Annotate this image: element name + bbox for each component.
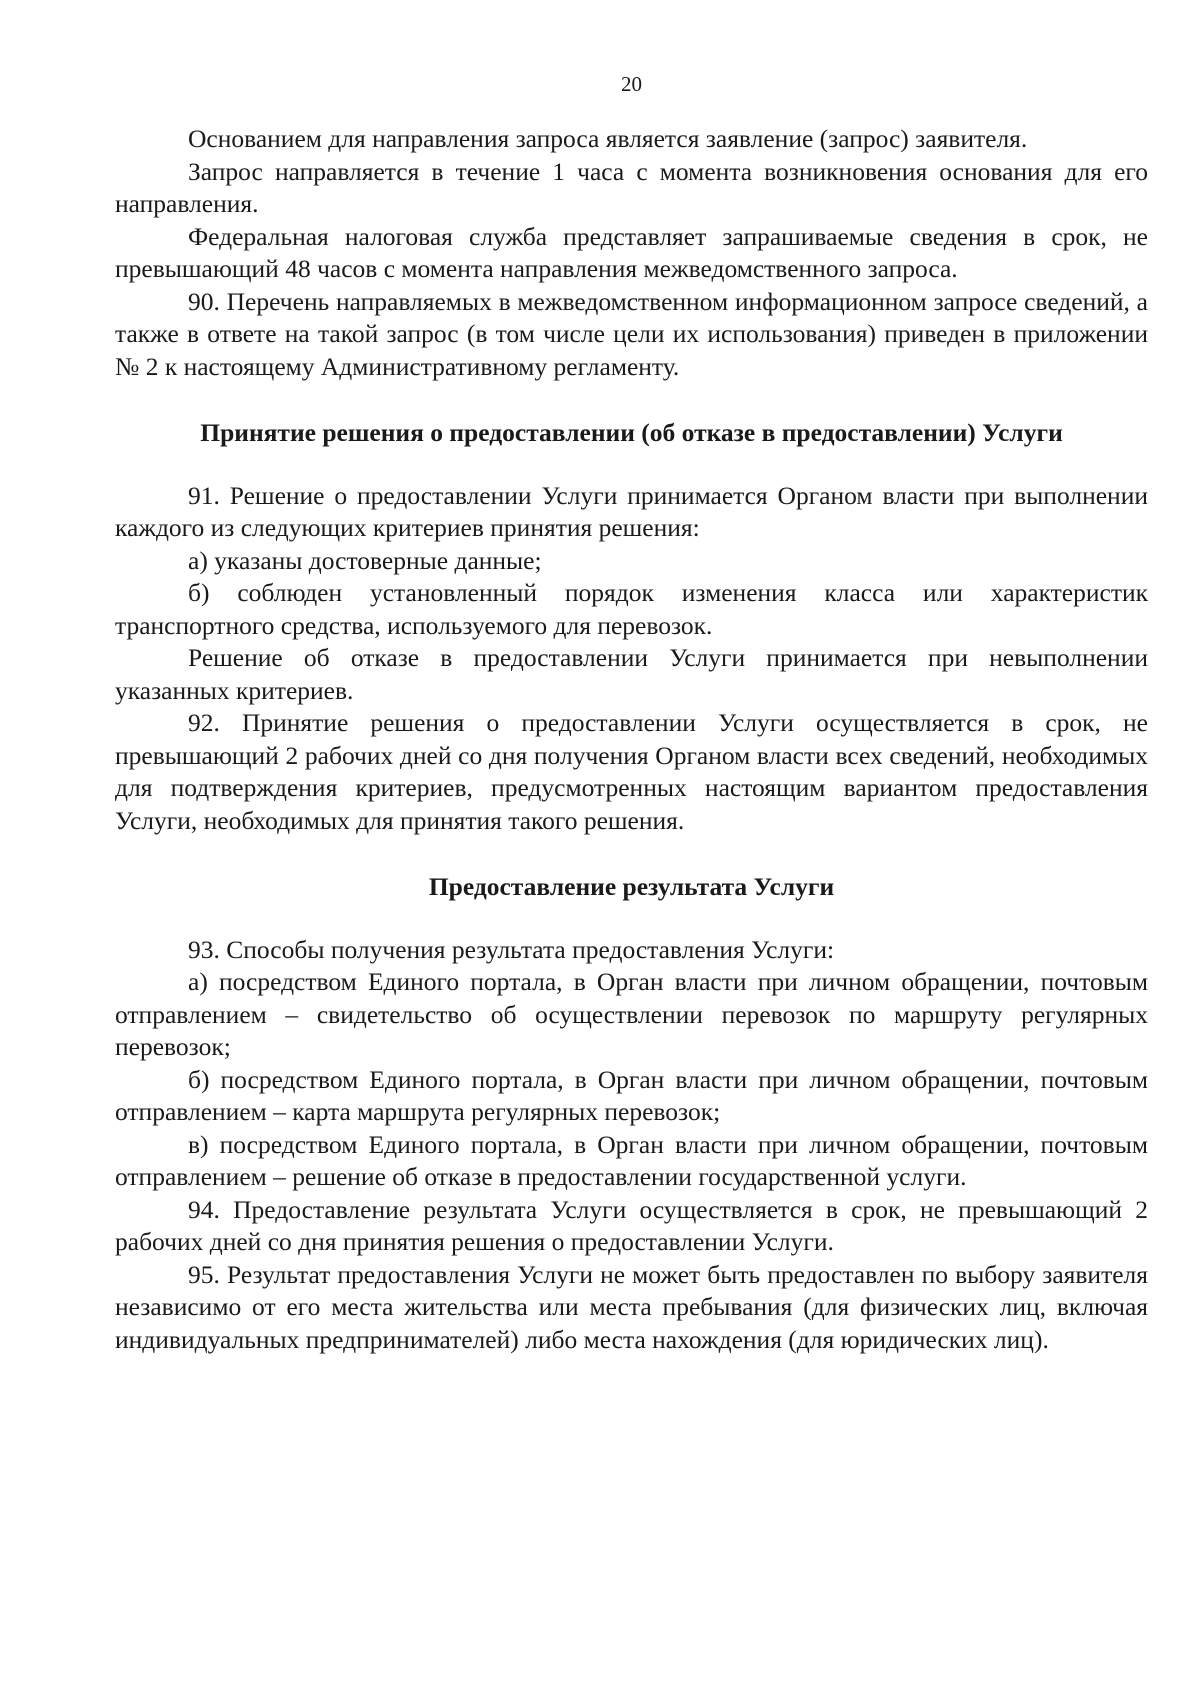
paragraph-93-b: б) посредством Единого портала, в Орган власти при личном обращении, почтовым отправлением – карта маршрута регулярных перевозок; <box>115 1064 1148 1126</box>
paragraph-refusal: Решение об отказе в предоставлении Услуги принимается при невыполнении указанных критериев. <box>115 643 1148 705</box>
section-heading-result: Предоставление результата Услуги <box>428 872 835 901</box>
paragraph-tax-service: Федеральная налоговая служба представляет запрашиваемые сведения в срок, не превышающий 48 часов с момента направления межведомственного запроса. <box>115 221 1148 283</box>
paragraph-95: 95. Результат предоставления Услуги не может быть предоставлен по выбору заявителя независимо от его места жительства или места пребывания (для физических лиц, включая индивидуальных предпринимателей) либо места нахождения (для юридических лиц). <box>115 1259 1148 1354</box>
paragraph-request-timing: Запрос направляется в течение 1 часа с момента возникновения основания для его направления. <box>115 156 1148 218</box>
paragraph-93-c: в) посредством Единого портала, в Орган власти при личном обращении, почтовым отправлением – решение об отказе в предоставлении государственной услуги. <box>115 1129 1148 1191</box>
paragraph-91-a: а) указаны достоверные данные; <box>188 545 542 575</box>
document-body <box>115 123 1148 1356</box>
page-number: 20 <box>621 72 642 96</box>
paragraph-93-a: а) посредством Единого портала, в Орган власти при личном обращении, почтовым отправлением – свидетельство об осуществлении перевозок по маршруту регулярных перевозок; <box>115 967 1148 1061</box>
paragraph-93: 93. Способы получения результата предоставления Услуги: <box>188 934 835 964</box>
paragraph-90: 90. Перечень направляемых в межведомственном информационном запросе сведений, а также в ответе на такой запрос (в том числе цели их использования) приведен в приложении № 2 к настоящему Административному регламенту. <box>115 286 1148 381</box>
paragraph-91: 91. Решение о предоставлении Услуги принимается Органом власти при выполнении каждого из следующих критериев принятия решения: <box>115 480 1148 542</box>
section-heading-decision: Принятие решения о предоставлении (об отказе в предоставлении) Услуги <box>200 418 1063 447</box>
paragraph-94: 94. Предоставление результата Услуги осуществляется в срок, не превышающий 2 рабочих дней со дня принятия решения о предоставлении Услуги. <box>115 1194 1148 1256</box>
paragraph-92: 92. Принятие решения о предоставлении Услуги осуществляется в срок, не превышающий 2 рабочих дней со дня получения Органом власти всех сведений, необходимых для подтверждения критериев, предусмотренных настоящим вариантом предоставления Услуги, необходимых для принятия такого решения. <box>115 708 1148 835</box>
paragraph-91-b: б) соблюден установленный порядок изменения класса или характеристик транспортного средства, используемого для перевозок. <box>115 578 1148 640</box>
paragraph-basis: Основанием для направления запроса является заявление (запрос) заявителя. <box>188 124 1028 153</box>
